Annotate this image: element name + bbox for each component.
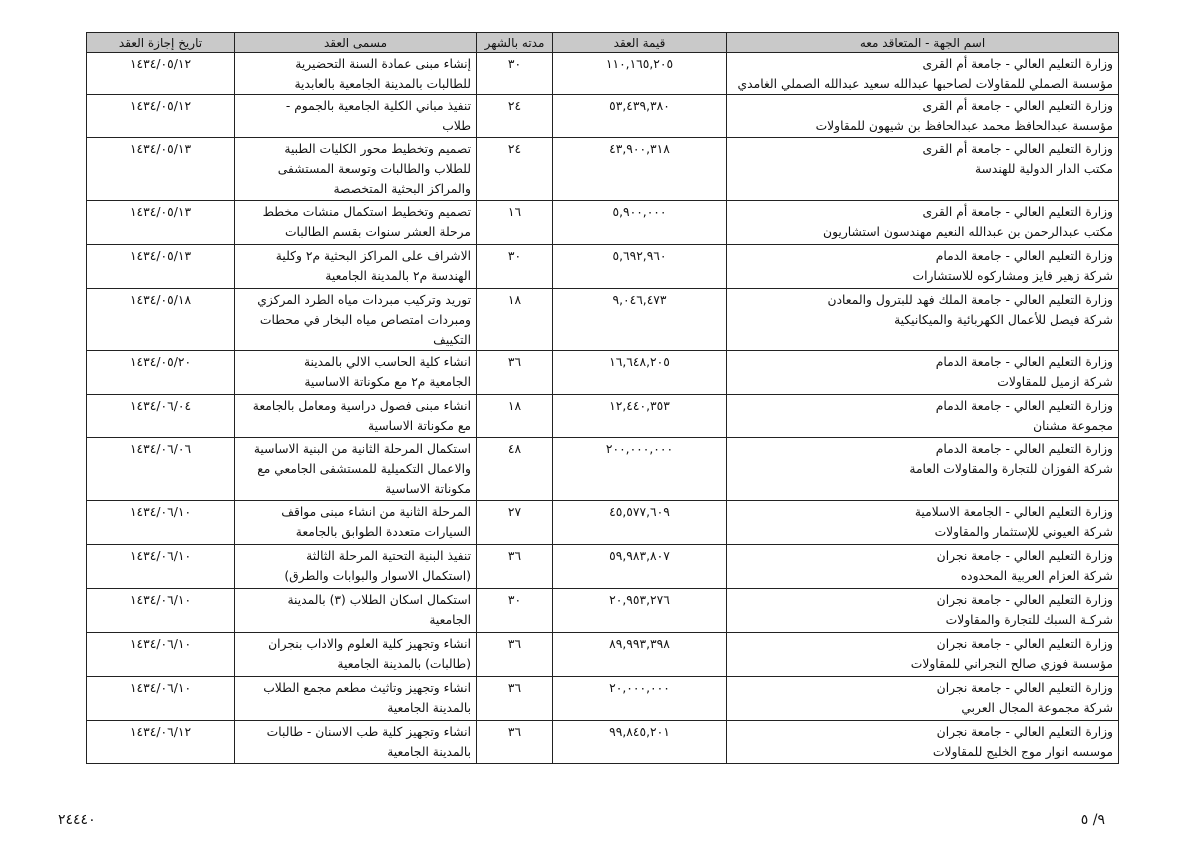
table-row <box>87 633 1119 677</box>
value-cell: ١٢,٤٤٠,٣٥٣ <box>553 395 727 438</box>
entity-contractor-line: شركة مجموعة المجال العربي <box>961 701 1113 715</box>
contract-name-cell <box>235 501 477 545</box>
duration-cell: ٣٦ <box>477 633 553 677</box>
value-cell: ٩,٠٤٦,٤٧٣ <box>553 289 727 351</box>
entity-cell <box>727 395 1119 438</box>
table-row <box>87 138 1119 201</box>
document-number: ٢٤٤٤٠ <box>58 812 96 828</box>
entity-contractor-line: مؤسسة عبدالحافظ محمد عبدالحافظ بن شيهون للمقاولات <box>815 119 1113 133</box>
duration-cell: ٤٨ <box>477 438 553 501</box>
value-cell: ١٦,٦٤٨,٢٠٥ <box>553 351 727 395</box>
duration-cell: ١٨ <box>477 289 553 351</box>
duration-cell: ٣٠ <box>477 245 553 289</box>
contract-name-line: والاعمال التكميلية للمستشفى الجامعي مع <box>257 462 471 476</box>
entity-ministry-line: وزارة التعليم العالي - جامعة الدمام <box>935 355 1113 369</box>
entity-contractor-line: مكتب عبدالرحمن بن عبدالله النعيم مهندسون استشاريون <box>823 225 1113 239</box>
entity-ministry-line: وزارة التعليم العالي - جامعة الملك فهد للبترول والمعادن <box>827 293 1113 307</box>
entity-contractor-line: شركة العيوني للإستثمار والمقاولات <box>934 525 1113 539</box>
header-approval-date: تاريخ إجازة العقد <box>87 33 235 53</box>
value-cell: ١١٠,١٦٥,٢٠٥ <box>553 53 727 95</box>
table-row <box>87 289 1119 351</box>
entity-ministry-line: وزارة التعليم العالي - جامعة أم القرى <box>922 205 1113 219</box>
approval-date-cell: ١٤٣٤/٠٥/٢٠ <box>87 351 235 395</box>
approval-date-cell: ١٤٣٤/٠٥/١٢ <box>87 95 235 138</box>
entity-cell <box>727 633 1119 677</box>
contract-name-cell <box>235 138 477 201</box>
value-cell: ٤٣,٩٠٠,٣١٨ <box>553 138 727 201</box>
contract-name-line: طلاب <box>442 119 471 133</box>
table-row <box>87 201 1119 245</box>
contract-name-line: استكمال المرحلة الثانية من البنية الاساسية <box>253 442 471 456</box>
entity-contractor-line: مؤسسة فوزي صالح النجراني للمقاولات <box>910 657 1113 671</box>
table-row <box>87 245 1119 289</box>
entity-ministry-line: وزارة التعليم العالي - جامعة أم القرى <box>922 57 1113 71</box>
entity-cell <box>727 53 1119 95</box>
entity-cell <box>727 201 1119 245</box>
table-header-row <box>87 33 1119 53</box>
contracts-table <box>86 32 1119 764</box>
contract-name-line: انشاء مبنى فصول دراسية ومعامل بالجامعة <box>252 399 471 413</box>
value-cell: ٢٠٠,٠٠٠,٠٠٠ <box>553 438 727 501</box>
value-cell: ٥٩,٩٨٣,٨٠٧ <box>553 545 727 589</box>
duration-cell: ٣٦ <box>477 721 553 764</box>
table-row <box>87 589 1119 633</box>
contract-name-line: الاشراف على المراكز البحثية م٢ وكلية <box>275 249 471 263</box>
contract-name-line: والمراكز البحثية المتخصصة <box>333 182 471 196</box>
entity-contractor-line: شركة ازميل للمقاولات <box>997 375 1113 389</box>
approval-date-cell: ١٤٣٤/٠٦/١٠ <box>87 633 235 677</box>
value-cell: ٥,٦٩٢,٩٦٠ <box>553 245 727 289</box>
table-row <box>87 721 1119 764</box>
duration-cell: ٣٠ <box>477 53 553 95</box>
entity-cell <box>727 95 1119 138</box>
contract-name-line: إنشاء مبنى عمادة السنة التحضيرية <box>295 57 471 71</box>
contract-name-line: انشاء كلية الحاسب الالي بالمدينة <box>303 355 471 369</box>
approval-date-cell: ١٤٣٤/٠٦/١٠ <box>87 677 235 721</box>
duration-cell: ٣٠ <box>477 589 553 633</box>
value-cell: ٩٩,٨٤٥,٢٠١ <box>553 721 727 764</box>
entity-cell <box>727 589 1119 633</box>
contract-name-line: التكييف <box>433 333 471 347</box>
entity-cell <box>727 438 1119 501</box>
approval-date-cell: ١٤٣٤/٠٦/٠٤ <box>87 395 235 438</box>
contract-name-line: الجامعية م٢ مع مكوناتة الاساسية <box>304 375 471 389</box>
contract-name-line: للطلاب والطالبات وتوسعة المستشفى <box>277 162 471 176</box>
contract-name-line: السيارات متعددة الطوابق بالجامعة <box>295 525 471 539</box>
contract-name-cell <box>235 53 477 95</box>
contract-name-line: (طالبات) بالمدينة الجامعية <box>337 657 471 671</box>
entity-contractor-line: شركة العزام العربية المحدوده <box>960 569 1113 583</box>
entity-ministry-line: وزارة التعليم العالي - الجامعة الاسلامية <box>914 505 1113 519</box>
contract-name-line: بالمدينة الجامعية <box>387 745 471 759</box>
contract-name-cell <box>235 95 477 138</box>
table-row <box>87 351 1119 395</box>
entity-contractor-line: مجموعة مشنان <box>1033 419 1113 433</box>
table-row <box>87 395 1119 438</box>
value-cell: ٥٣,٤٣٩,٣٨٠ <box>553 95 727 138</box>
contract-name-cell <box>235 545 477 589</box>
duration-cell: ٣٦ <box>477 351 553 395</box>
table-row <box>87 438 1119 501</box>
table-row <box>87 677 1119 721</box>
contract-name-line: انشاء وتجهيز كلية طب الاسنان - طالبات <box>266 725 471 739</box>
approval-date-cell: ١٤٣٤/٠٥/١٣ <box>87 245 235 289</box>
value-cell: ٢٠,٩٥٣,٢٧٦ <box>553 589 727 633</box>
approval-date-cell: ١٤٣٤/٠٥/١٨ <box>87 289 235 351</box>
contract-name-cell <box>235 633 477 677</box>
header-value: قيمة العقد <box>553 33 727 53</box>
contract-name-line: تصميم وتخطيط محور الكليات الطبية <box>284 142 471 156</box>
entity-ministry-line: وزارة التعليم العالي - جامعة نجران <box>936 637 1113 651</box>
duration-cell: ١٦ <box>477 201 553 245</box>
value-cell: ٥,٩٠٠,٠٠٠ <box>553 201 727 245</box>
entity-contractor-line: مؤسسة الصملي للمقاولات لصاحبها عبدالله سعيد عبدالله الصملي الغامدي <box>737 77 1113 91</box>
header-contract-name: مسمى العقد <box>235 33 477 53</box>
contract-name-line: انشاء وتجهيز وتاثيث مطعم مجمع الطلاب <box>263 681 471 695</box>
duration-cell: ٢٤ <box>477 138 553 201</box>
contract-name-line: الهندسة م٢ بالمدينة الجامعية <box>325 269 471 283</box>
approval-date-cell: ١٤٣٤/٠٦/١٠ <box>87 545 235 589</box>
entity-cell <box>727 501 1119 545</box>
contract-name-line: للطالبات بالمدينة الجامعية بالعابدية <box>294 77 471 91</box>
header-entity: اسم الجهة - المتعاقد معه <box>727 33 1119 53</box>
contract-name-cell <box>235 677 477 721</box>
contract-name-cell <box>235 438 477 501</box>
contract-name-line: الجامعية <box>429 613 471 627</box>
entity-ministry-line: وزارة التعليم العالي - جامعة نجران <box>936 593 1113 607</box>
contract-name-cell <box>235 589 477 633</box>
duration-cell: ٣٦ <box>477 677 553 721</box>
approval-date-cell: ١٤٣٤/٠٥/١٢ <box>87 53 235 95</box>
approval-date-cell: ١٤٣٤/٠٦/١٢ <box>87 721 235 764</box>
entity-contractor-line: مكتب الدار الدولية للهندسة <box>974 162 1113 176</box>
contract-name-cell <box>235 351 477 395</box>
entity-ministry-line: وزارة التعليم العالي - جامعة أم القرى <box>922 99 1113 113</box>
contract-name-line: ومبردات امتصاص مياه البخار في محطات <box>259 313 471 327</box>
duration-cell: ٣٦ <box>477 545 553 589</box>
contract-name-line: (استكمال الاسوار والبوابات والطرق) <box>284 569 471 583</box>
approval-date-cell: ١٤٣٤/٠٦/١٠ <box>87 589 235 633</box>
contract-name-line: المرحلة الثانية من انشاء مبنى مواقف <box>281 505 471 519</box>
contract-name-line: تصميم وتخطيط استكمال منشات مخطط <box>262 205 471 219</box>
approval-date-cell: ١٤٣٤/٠٥/١٣ <box>87 138 235 201</box>
page-number: ٩/ ٥ <box>1080 812 1105 828</box>
table-row <box>87 95 1119 138</box>
header-duration: مدته بالشهر <box>477 33 553 53</box>
duration-cell: ٢٤ <box>477 95 553 138</box>
approval-date-cell: ١٤٣٤/٠٦/٠٦ <box>87 438 235 501</box>
approval-date-cell: ١٤٣٤/٠٥/١٣ <box>87 201 235 245</box>
entity-cell <box>727 721 1119 764</box>
table-row <box>87 545 1119 589</box>
value-cell: ٨٩,٩٩٣,٣٩٨ <box>553 633 727 677</box>
entity-cell <box>727 677 1119 721</box>
contract-name-cell <box>235 245 477 289</box>
contract-name-line: مكوناتة الاساسية <box>385 482 471 496</box>
contract-name-cell <box>235 395 477 438</box>
entity-ministry-line: وزارة التعليم العالي - جامعة نجران <box>936 681 1113 695</box>
duration-cell: ٢٧ <box>477 501 553 545</box>
contract-name-line: مرحلة العشر سنوات بقسم الطالبات <box>284 225 471 239</box>
contract-name-line: انشاء وتجهيز كلية العلوم والاداب بنجران <box>268 637 471 651</box>
contract-name-cell <box>235 289 477 351</box>
entity-contractor-line: موسسه انوار موج الخليج للمقاولات <box>932 745 1113 759</box>
entity-cell <box>727 545 1119 589</box>
entity-contractor-line: شركة الفوزان للتجارة والمقاولات العامة <box>909 462 1113 476</box>
table-row <box>87 501 1119 545</box>
contract-name-line: بالمدينة الجامعية <box>387 701 471 715</box>
entity-ministry-line: وزارة التعليم العالي - جامعة الدمام <box>935 442 1113 456</box>
entity-cell <box>727 245 1119 289</box>
value-cell: ٢٠,٠٠٠,٠٠٠ <box>553 677 727 721</box>
table-row <box>87 53 1119 95</box>
entity-ministry-line: وزارة التعليم العالي - جامعة أم القرى <box>922 142 1113 156</box>
entity-cell <box>727 289 1119 351</box>
contract-name-line: توريد وتركيب مبردات مياه الطرد المركزي <box>257 293 471 307</box>
contract-name-line: تنفيذ البنية التحتية المرحلة الثالثة <box>306 549 471 563</box>
entity-contractor-line: شركـة السبك للتجارة والمقاولات <box>945 613 1113 627</box>
entity-cell <box>727 138 1119 201</box>
entity-ministry-line: وزارة التعليم العالي - جامعة الدمام <box>935 399 1113 413</box>
approval-date-cell: ١٤٣٤/٠٦/١٠ <box>87 501 235 545</box>
contract-name-line: مع مكوناتة الاساسية <box>368 419 471 433</box>
entity-contractor-line: شركة زهير فايز ومشاركوه للاستشارات <box>912 269 1113 283</box>
contract-name-line: استكمال اسكان الطلاب (٣) بالمدينة <box>287 593 471 607</box>
entity-contractor-line: شركة فيصل للأعمال الكهربائية والميكانيكية <box>894 313 1113 327</box>
contract-name-line: تنفيذ مباني الكلية الجامعية بالجموم - <box>285 99 471 113</box>
duration-cell: ١٨ <box>477 395 553 438</box>
contract-name-cell <box>235 201 477 245</box>
value-cell: ٤٥,٥٧٧,٦٠٩ <box>553 501 727 545</box>
entity-ministry-line: وزارة التعليم العالي - جامعة الدمام <box>935 249 1113 263</box>
entity-ministry-line: وزارة التعليم العالي - جامعة نجران <box>936 725 1113 739</box>
entity-ministry-line: وزارة التعليم العالي - جامعة نجران <box>936 549 1113 563</box>
entity-cell <box>727 351 1119 395</box>
contract-name-cell <box>235 721 477 764</box>
